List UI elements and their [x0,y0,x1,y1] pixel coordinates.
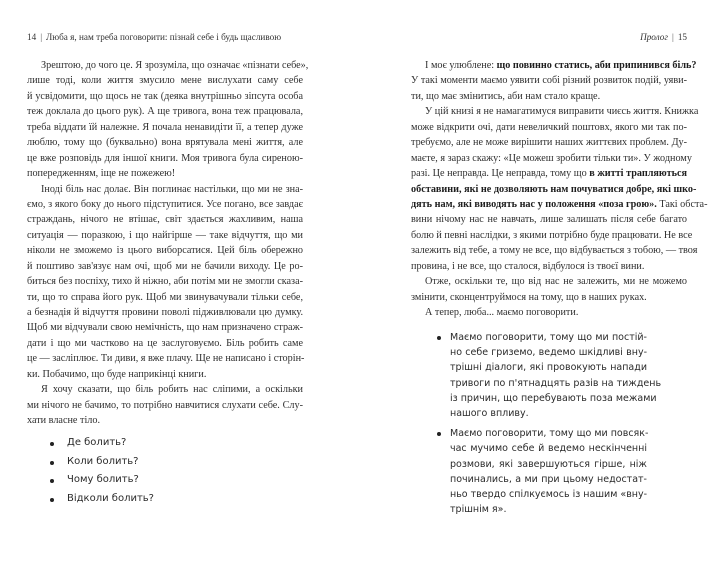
text-line: Іноді біль нас долає. Він поглинає настільки, що ми не зна- [41,183,303,195]
text-line [411,290,687,305]
bullet-item [435,330,662,421]
text-line: попередженням, іще не пожежею! [27,168,176,180]
bullet-text: Де болить? [67,437,127,448]
text-line: ситуація — поразкою, і що найгірше — таке відчуття, що ми [27,229,303,241]
bullet-icon [50,498,54,502]
text-line [411,243,698,258]
header-separator: | [671,32,674,42]
bullet-text: Чому болить? [67,474,139,485]
text-line: й усвідомити, що щось не так (деяка внутрішньо зіпсута особа [27,90,303,102]
bullet-text-line: но себе гриземо, ведемо шкідливі вну- [450,347,647,359]
text-line [411,166,687,181]
bullet-list [435,330,662,522]
paragraph [27,382,303,428]
header-separator: | [40,32,43,42]
text-run: А тепер, люба... маємо поговорити. [425,307,579,318]
text-line [411,151,692,166]
text-run: вини нічому нас не навчать, лише залишать після себе багато [411,214,687,226]
bullet-text-line: нашого впливу. [450,407,529,419]
text-line: дати і що ми частково на це заслуговуємо. Біль робить саме [27,337,303,349]
text-line [411,212,687,227]
text-run: маєте, я зараз скажу: «Це можеш зробити тільки ти». У жодному [411,152,692,164]
running-header-left [27,32,281,42]
text-line [411,58,697,73]
text-run: разі. Це неправда. Це неправда, тому що [411,168,590,180]
paragraph [411,104,708,274]
bullet-icon [437,336,441,340]
text-run: І моє улюблене: [425,60,497,71]
text-line: це — засліплює. Ти диви, я вже плачу. Ще не написано і сторін- [27,353,305,365]
text-line [411,104,699,119]
text-line: треба віддати їй належне. Я почала ненавидіти її, а тепер дуже [27,121,303,133]
text-line: ємо, з якого боку до нього підступитися. Усе погано, все завдає [27,198,303,210]
text-line [411,89,687,104]
text-line [411,73,687,88]
text-run: болю й певні наслідки, з якими потрібно буде працювати. Не все [411,229,693,241]
bullet-text-line: трішні діалоги, які провокують напади [450,362,647,374]
text-line: теж доклала до цього рук). А ще тривога, вона теж працювала, [27,106,303,118]
text-line: страждань, нічого не втішає, світ здається жахливим, наша [27,214,303,226]
text-line: ми нічого не бачимо, то потрібно навчитися слухати себе. Слу- [27,399,303,411]
text-line: ки. Побачимо, що буде наприкінці книги. [27,368,207,380]
bullet-text-line: ньо твердо спілкуємось із нашим «вну- [450,488,648,500]
text-run: У цій книзі я не намагатимуся виправити чиєсь життя. Книжка [425,106,699,118]
text-run: требуємо, але не може вирішити наших життєвих проблем. Ду- [411,137,687,149]
text-line: ніколи не зможемо із цього виборсатися. Цей біль обережно [27,245,303,257]
bullet-item [435,426,647,517]
text-line: Я хочу сказати, що біль робить нас сліпими, а оскільки [41,384,303,396]
text-run: залежить від тебе, а тому не все, що відбувається з тобою, — твоя [411,245,698,257]
bullet-text-line: розмови, які завершуються гірше, ніж [450,458,647,470]
bullet-item [50,471,154,490]
text-line: лише тоді, коли життя змусило мене вислухати саму себе [27,75,303,87]
bullet-text: Коли болить? [67,455,139,467]
text-run: може відкрити очі, дати невеличкий поштовх, якого ми так по- [411,121,687,133]
text-line: хати власне тіло. [27,415,100,427]
text-line: це вже розповідь для іншої книги. Моя тривога була сиреною- [27,152,303,164]
paragraph [411,305,687,320]
paragraph [27,182,303,383]
bullet-icon [50,442,54,446]
bold-text: дять нам, які виводять нас у положення «поза грою». [411,198,657,210]
text-run: ти, що має змінитись, аби нам стало краще. [411,90,601,102]
page-number: 15 [677,32,687,42]
paragraph [411,274,687,305]
text-line: й поштиво зав'язує нам очі, щоб ми не бачили виходу. Це ро- [27,260,303,272]
bullet-text-line: трішнім я». [450,504,507,516]
bullet-text: Відколи болить? [67,492,154,504]
page-number: 14 [27,32,37,42]
text-run: провина, і не все, що сталося, відбулося із твоєї вини. [411,260,645,272]
body-text [27,58,309,429]
bold-text: обставини, які не дозволяють нам почуватися добре, які шко- [411,183,697,195]
text-run: У такі моменти маємо уявити собі різний розвиток подій, уяви- [411,75,687,87]
bullet-list [50,434,154,508]
bullet-icon [50,461,54,465]
bullet-text-line: Маємо поговорити, тому що ми постій- [450,332,647,343]
bullet-text-line: тривоги по п'ятнадцять разів на тиждень [450,377,662,389]
bullet-text-line: Маємо поговорити, тому що ми повсяк- [450,428,649,440]
bullet-item [50,490,154,509]
text-run: Отже, оскільки те, що від нас не залежить, ми не можемо [425,276,687,288]
text-run: змінити, сконцентруймося на тому, що в наших руках. [411,291,647,303]
text-line [411,305,687,320]
text-line: а безнадія й відчуття провини поволі підживлювали цю думку. [27,307,303,318]
paragraph [411,58,697,104]
bullet-text-line: починались, а ми при цьому недостат- [450,473,647,485]
body-text [411,58,708,320]
bullet-icon [437,432,441,436]
bullet-text-line: із причин, що перебувають поза межами [450,392,657,404]
text-line: Щоб ми відчували свою немічність, що нам призначено страж- [27,322,303,334]
text-line: биться без поспіху, тихо й ніжно, аби потім ми не змогли сказа- [27,276,303,288]
right-page [362,0,724,585]
text-line [411,135,687,150]
book-title: Люба я, нам треба поговорити: пізнай себе і будь щасливою [46,32,282,42]
text-line [411,274,687,289]
text-line [411,259,687,274]
bold-text: в житті трапляються [589,168,687,180]
running-header-right [640,32,687,42]
text-line: ти, що то справа його рук. Щоб ми звинувачували тільки себе, [27,291,303,303]
bullet-item [50,453,154,472]
bullet-item [50,434,154,453]
text-line [411,120,687,135]
bullet-text-line: час мучимо себе й ведемо нескінченні [450,443,647,455]
text-line: Зрештою, до чого це. Я зрозуміла, що означає «пізнати себе», [41,60,309,71]
section-title: Пролог [640,32,668,42]
bold-text: що повинно статись, аби припинився біль? [496,60,697,71]
text-run: Такі обста- [656,198,708,210]
text-line [411,197,708,212]
text-line [411,182,697,197]
bullet-icon [50,479,54,483]
text-line [411,228,693,243]
paragraph [27,58,309,182]
text-line: люблю, тому що (буквально) вона врятувала мені життя, але [27,137,303,149]
